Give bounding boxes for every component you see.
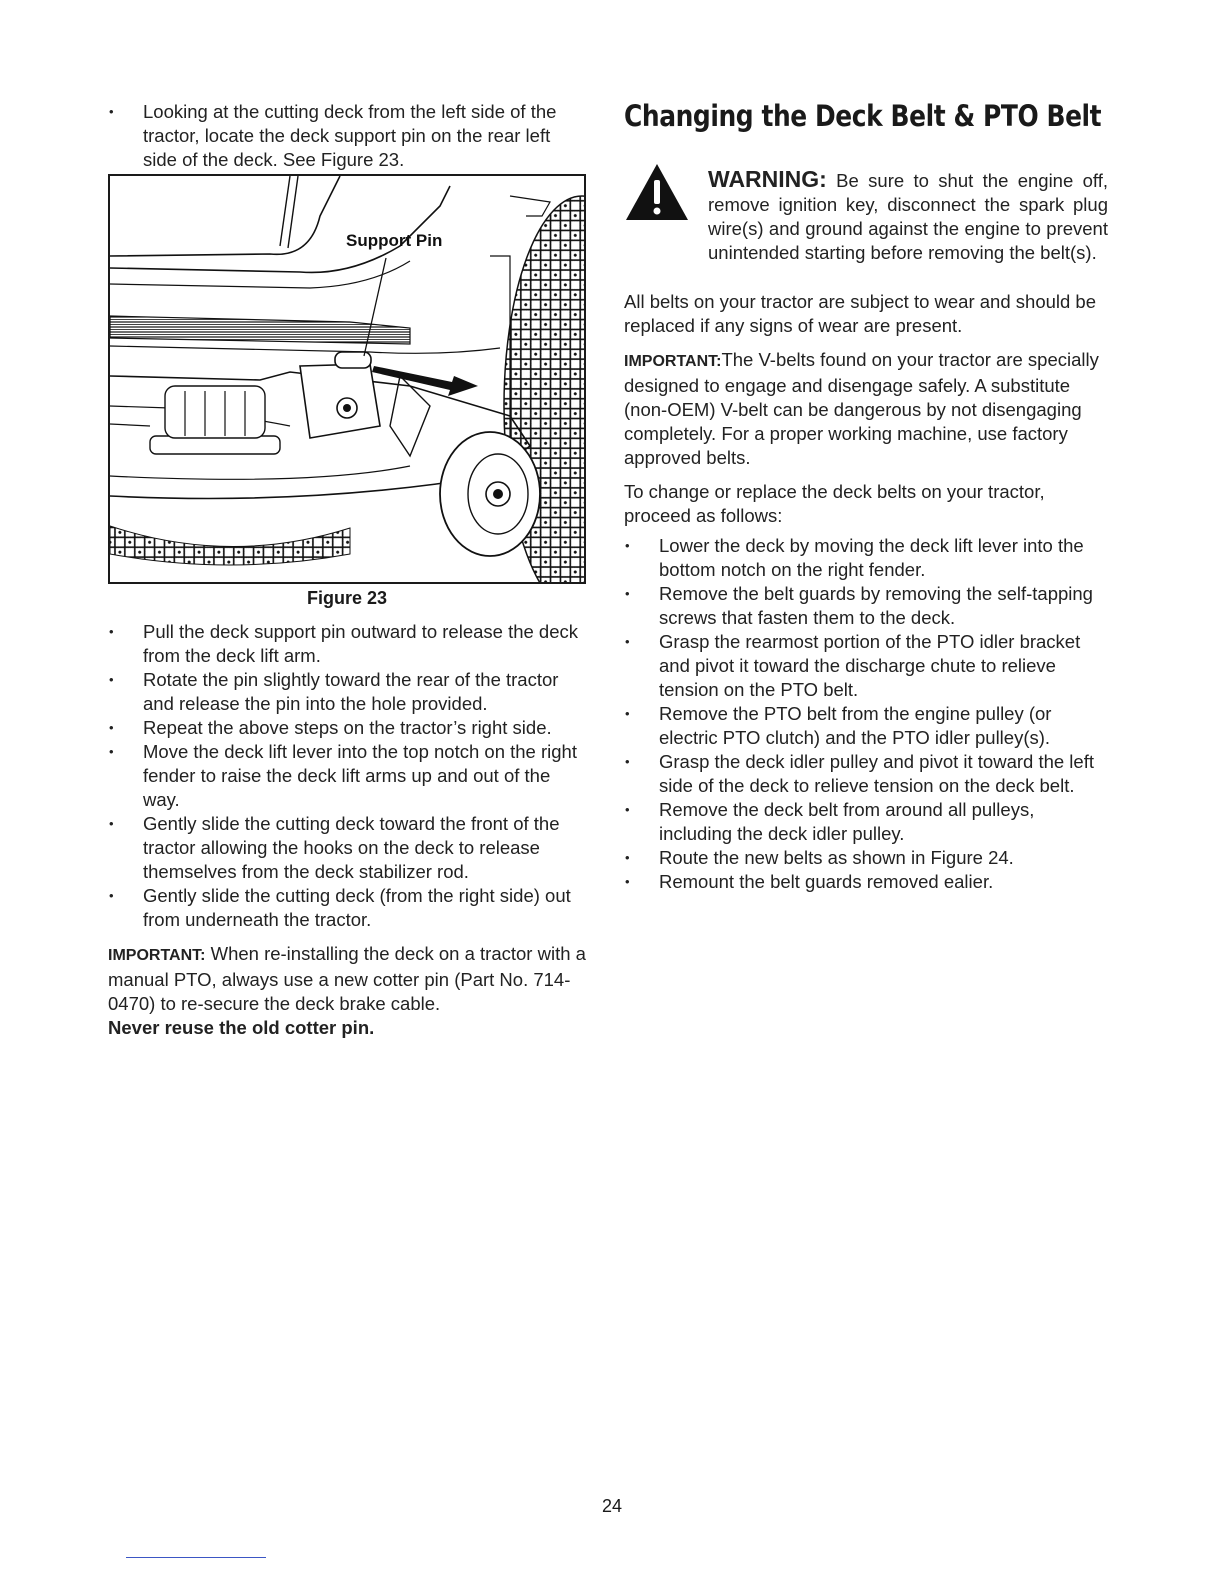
important-bold-line: Never reuse the old cotter pin. <box>108 1017 375 1038</box>
footer-rule <box>126 1557 266 1558</box>
list-item: • Gently slide the cutting deck (from the right side) out from underneath the tractor. <box>108 884 586 932</box>
left-column <box>108 100 586 172</box>
warning-triangle-icon <box>624 162 690 222</box>
important-vbelt-note <box>624 348 1108 470</box>
removal-steps-list <box>108 620 586 932</box>
list-item: • Gently slide the cutting deck toward the front of the tractor allowing the hooks on the deck to release themselves from the deck stabilizer rod. <box>108 812 586 884</box>
warning-label: WARNING: <box>708 165 827 192</box>
list-item: • Remove the deck belt from around all pulleys, including the deck idler pulley. <box>624 798 1108 846</box>
list-item: • Remove the belt guards by removing the self-tapping screws that fasten them to the deck. <box>624 582 1108 630</box>
figure-caption: Figure 23 <box>306 588 388 608</box>
page-number: 24 <box>601 1496 623 1516</box>
important-label: IMPORTANT: <box>624 353 722 370</box>
list-item: • Repeat the above steps on the tractor’s right side. <box>108 716 586 740</box>
list-item: • Move the deck lift lever into the top notch on the right fender to raise the deck lift arms up and out of the way. <box>108 740 586 812</box>
warning-body: Be sure to shut the engine off, remove ignition key, disconnect the spark plug wire(s) and ground against the engine to prevent unintended starting before removing the belt(s). <box>708 169 1108 263</box>
list-item: • Grasp the rearmost portion of the PTO idler bracket and pivot it toward the discharge chute to relieve tension on the PTO belt. <box>624 630 1108 702</box>
list-item: • Route the new belts as shown in Figure 24. <box>624 846 1108 870</box>
deck-illustration <box>110 176 584 582</box>
intro-list <box>108 100 586 172</box>
warning-text <box>708 167 1108 265</box>
list-item: • Lower the deck by moving the deck lift lever into the bottom notch on the right fender. <box>624 534 1108 582</box>
support-pin <box>335 352 371 368</box>
list-item: • Remount the belt guards removed ealier. <box>624 870 1108 894</box>
list-item: • Remove the PTO belt from the engine pulley (or electric PTO clutch) and the PTO idler pulley(s). <box>624 702 1108 750</box>
list-item: • Pull the deck support pin outward to release the deck from the deck lift arm. <box>108 620 586 668</box>
important-text: The V-belts found on your tractor are specially designed to engage and disengage safely. A substitute (non-OEM) V-belt can be dangerous by not disengaging completely. For a proper working machine, use factory approved belts. <box>624 349 1099 468</box>
important-label: IMPORTANT: <box>108 947 206 964</box>
warning-block <box>624 148 1108 270</box>
proceed-paragraph: To change or replace the deck belts on your tractor, proceed as follows: <box>624 481 1045 526</box>
important-note <box>108 942 586 1040</box>
list-item: • Looking at the cutting deck from the left side of the tractor, locate the deck support pin on the rear left side of the deck. See Figure 23. <box>108 100 586 172</box>
belt-wear-paragraph: All belts on your tractor are subject to wear and should be replaced if any signs of wear are present. <box>624 291 1097 336</box>
section-title: Changing the Deck Belt & PTO Belt <box>624 99 1102 133</box>
list-item: • Grasp the deck idler pulley and pivot it toward the left side of the deck to relieve tension on the deck belt. <box>624 750 1108 798</box>
list-item: • Rotate the pin slightly toward the rear of the tractor and release the pin into the hole provided. <box>108 668 586 716</box>
left-column-steps <box>108 620 586 1040</box>
important-text: When re-installing the deck on a tractor with a manual PTO, always use a new cotter pin (Part No. 714-0470) to re-secure the deck brake cable. <box>108 943 586 1014</box>
belt-steps-list <box>624 534 1108 894</box>
direction-arrow <box>372 366 478 396</box>
right-column <box>624 98 1108 894</box>
figure-23-illustration <box>108 174 586 584</box>
support-pin-label: Support Pin <box>346 231 443 250</box>
